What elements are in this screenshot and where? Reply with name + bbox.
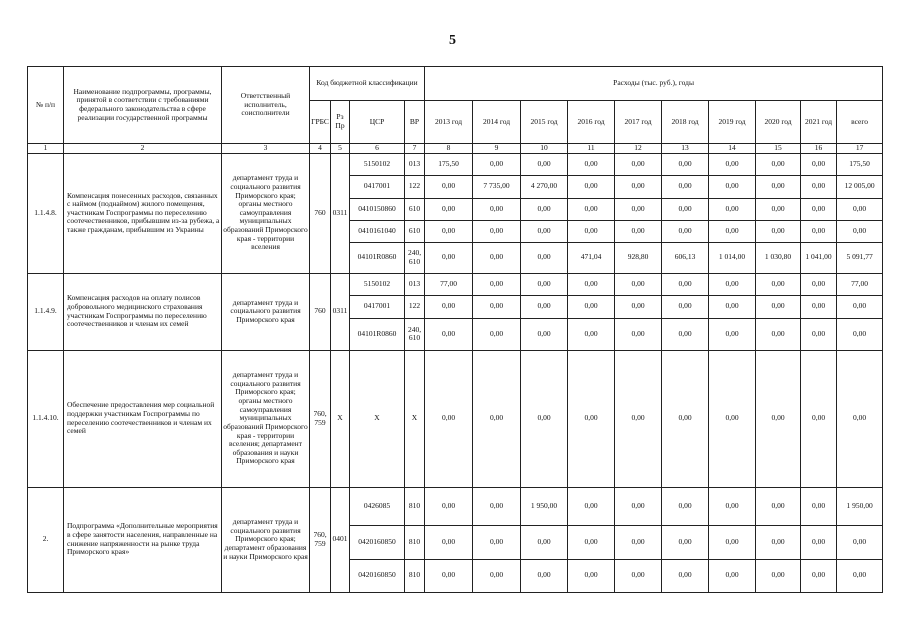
amount-cell: 0,00 [473, 525, 521, 559]
header-year: 2020 год [756, 101, 801, 144]
item-number: 1.1.4.10. [28, 350, 64, 487]
csr-cell: 0417001 [350, 175, 405, 198]
amount-cell: 0,00 [709, 175, 756, 198]
amount-cell: 0,00 [615, 350, 662, 487]
table-row [28, 273, 883, 295]
amount-cell: 0,00 [801, 487, 837, 525]
amount-cell: 1 950,00 [521, 487, 568, 525]
header-budget-code: Код бюджетной классификации [310, 67, 425, 101]
amount-cell: 0,00 [801, 525, 837, 559]
column-number: 11 [568, 144, 615, 154]
column-number: 15 [756, 144, 801, 154]
amount-cell: 0,00 [568, 295, 615, 318]
amount-cell: 0,00 [801, 318, 837, 350]
column-number: 12 [615, 144, 662, 154]
amount-cell: 0,00 [662, 175, 709, 198]
amount-cell: 0,00 [756, 525, 801, 559]
amount-cell: 0,00 [425, 198, 473, 220]
column-number: 7 [405, 144, 425, 154]
total-cell: 0,00 [837, 198, 883, 220]
amount-cell: 0,00 [756, 318, 801, 350]
amount-cell: 7 735,00 [473, 175, 521, 198]
vr-cell: 610 [405, 198, 425, 220]
amount-cell: 0,00 [568, 175, 615, 198]
amount-cell: 0,00 [709, 273, 756, 295]
amount-cell: 0,00 [709, 318, 756, 350]
amount-cell: 0,00 [568, 487, 615, 525]
csr-cell: 5150102 [350, 153, 405, 175]
item-rzpr: 0311 [331, 273, 350, 350]
csr-cell: 0410150860 [350, 198, 405, 220]
total-cell: 0,00 [837, 318, 883, 350]
csr-cell: 0417001 [350, 295, 405, 318]
amount-cell: 0,00 [615, 487, 662, 525]
amount-cell: 0,00 [615, 295, 662, 318]
vr-cell: 122 [405, 175, 425, 198]
amount-cell: 471,04 [568, 242, 615, 273]
header-num: № п/п [28, 67, 64, 144]
amount-cell: 0,00 [568, 318, 615, 350]
amount-cell: 0,00 [615, 153, 662, 175]
amount-cell: 0,00 [709, 487, 756, 525]
amount-cell: 0,00 [662, 525, 709, 559]
amount-cell: 0,00 [521, 295, 568, 318]
amount-cell: 0,00 [801, 350, 837, 487]
vr-cell: 610 [405, 220, 425, 242]
amount-cell: 0,00 [709, 220, 756, 242]
amount-cell: 0,00 [425, 175, 473, 198]
amount-cell: 0,00 [473, 153, 521, 175]
total-cell: 5 091,77 [837, 242, 883, 273]
vr-cell: 810 [405, 559, 425, 592]
amount-cell: 0,00 [709, 525, 756, 559]
total-cell: 0,00 [837, 220, 883, 242]
header-expenses: Расходы (тыс. руб.), годы [425, 67, 883, 101]
amount-cell: 0,00 [615, 318, 662, 350]
csr-cell: X [350, 350, 405, 487]
vr-cell: 240, 610 [405, 318, 425, 350]
amount-cell: 0,00 [709, 559, 756, 592]
amount-cell: 0,00 [801, 559, 837, 592]
amount-cell: 0,00 [568, 198, 615, 220]
amount-cell: 0,00 [425, 318, 473, 350]
amount-cell: 0,00 [473, 559, 521, 592]
amount-cell: 0,00 [801, 295, 837, 318]
csr-cell: 0426085 [350, 487, 405, 525]
amount-cell: 0,00 [425, 242, 473, 273]
item-rzpr: 0311 [331, 153, 350, 273]
amount-cell: 0,00 [662, 153, 709, 175]
total-cell: 175,50 [837, 153, 883, 175]
header-rzpr: Рз Пр [331, 101, 350, 144]
amount-cell: 0,00 [473, 350, 521, 487]
amount-cell: 0,00 [615, 198, 662, 220]
vr-cell: 240, 610 [405, 242, 425, 273]
item-name: Компенсация расходов на оплату полисов добровольного медицинского страхования участникам Госпрограммы по переселению соотечественников и членам их семей [64, 273, 222, 350]
item-number: 1.1.4.9. [28, 273, 64, 350]
item-grbs: 760, 759 [310, 487, 331, 592]
total-cell: 0,00 [837, 525, 883, 559]
header-total: всего [837, 101, 883, 144]
amount-cell: 0,00 [662, 350, 709, 487]
amount-cell: 0,00 [473, 487, 521, 525]
budget-table [27, 66, 883, 593]
vr-cell: X [405, 350, 425, 487]
vr-cell: 013 [405, 153, 425, 175]
amount-cell: 0,00 [756, 295, 801, 318]
column-number: 17 [837, 144, 883, 154]
amount-cell: 0,00 [425, 559, 473, 592]
item-responsible: департамент труда и социального развития Приморского края; органы местного самоуправления муниципальных образований Приморского края - территории вселения [222, 153, 310, 273]
vr-cell: 013 [405, 273, 425, 295]
total-cell: 0,00 [837, 559, 883, 592]
amount-cell: 0,00 [662, 198, 709, 220]
amount-cell: 1 014,00 [709, 242, 756, 273]
item-name: Подпрограмма «Дополнительные мероприятия в сфере занятости населения, направленные на снижение напряженности на рынке труда Приморского края» [64, 487, 222, 592]
column-number: 3 [222, 144, 310, 154]
amount-cell: 0,00 [568, 273, 615, 295]
header-year: 2018 год [662, 101, 709, 144]
column-number: 2 [64, 144, 222, 154]
amount-cell: 0,00 [568, 153, 615, 175]
amount-cell: 0,00 [615, 525, 662, 559]
amount-cell: 0,00 [425, 350, 473, 487]
column-number: 6 [350, 144, 405, 154]
item-rzpr: 0401 [331, 487, 350, 592]
header-year: 2013 год [425, 101, 473, 144]
csr-cell: 0420160850 [350, 525, 405, 559]
amount-cell: 1 030,80 [756, 242, 801, 273]
amount-cell: 0,00 [801, 153, 837, 175]
amount-cell: 0,00 [801, 273, 837, 295]
item-number: 2. [28, 487, 64, 592]
amount-cell: 0,00 [521, 198, 568, 220]
amount-cell: 0,00 [756, 198, 801, 220]
item-responsible: департамент труда и социального развития Приморского края; департамент образования и науки Приморского края [222, 487, 310, 592]
header-vr: ВР [405, 101, 425, 144]
vr-cell: 810 [405, 487, 425, 525]
column-number: 10 [521, 144, 568, 154]
column-number: 14 [709, 144, 756, 154]
amount-cell: 0,00 [473, 273, 521, 295]
amount-cell: 0,00 [615, 175, 662, 198]
vr-cell: 122 [405, 295, 425, 318]
amount-cell: 0,00 [521, 273, 568, 295]
amount-cell: 0,00 [521, 220, 568, 242]
header-name: Наименование подпрограммы, программы, принятой в соответствии с требованиями федерального законодательства в сфере реализации государственной программы [64, 67, 222, 144]
amount-cell: 0,00 [756, 273, 801, 295]
header-year: 2019 год [709, 101, 756, 144]
amount-cell: 0,00 [615, 559, 662, 592]
amount-cell: 0,00 [473, 220, 521, 242]
header-resp: Ответственный исполнитель, соисполнители [222, 67, 310, 144]
header-grbs: ГРБС [310, 101, 331, 144]
amount-cell: 0,00 [568, 525, 615, 559]
amount-cell: 0,00 [425, 220, 473, 242]
amount-cell: 0,00 [521, 350, 568, 487]
amount-cell: 0,00 [568, 220, 615, 242]
amount-cell: 0,00 [756, 350, 801, 487]
total-cell: 12 005,00 [837, 175, 883, 198]
amount-cell: 175,50 [425, 153, 473, 175]
column-number: 1 [28, 144, 64, 154]
table-row [28, 487, 883, 525]
amount-cell: 0,00 [801, 220, 837, 242]
csr-cell: 0410161040 [350, 220, 405, 242]
amount-cell: 0,00 [521, 525, 568, 559]
column-number: 13 [662, 144, 709, 154]
amount-cell: 0,00 [521, 559, 568, 592]
amount-cell: 0,00 [473, 295, 521, 318]
item-grbs: 760 [310, 153, 331, 273]
csr-cell: 04101R0860 [350, 318, 405, 350]
amount-cell: 0,00 [662, 487, 709, 525]
amount-cell: 0,00 [709, 198, 756, 220]
item-responsible: департамент труда и социального развития Приморского края; органы местного самоуправления муниципальных образований Приморского края - территории вселения; департамент образования и науки Приморского края [222, 350, 310, 487]
header-year: 2021 год [801, 101, 837, 144]
header-csr: ЦСР [350, 101, 405, 144]
total-cell: 0,00 [837, 295, 883, 318]
amount-cell: 0,00 [662, 220, 709, 242]
amount-cell: 0,00 [425, 295, 473, 318]
item-name: Компенсация понесенных расходов, связанных с наймом (поднаймом) жилого помещения, участникам Госпрограммы по переселению соотечественников, прибывшим из-за рубежа, а также гражданам, прибывшим из Украины [64, 153, 222, 273]
amount-cell: 0,00 [801, 198, 837, 220]
header-year: 2015 год [521, 101, 568, 144]
amount-cell: 0,00 [568, 350, 615, 487]
amount-cell: 0,00 [801, 175, 837, 198]
column-number: 8 [425, 144, 473, 154]
column-number: 4 [310, 144, 331, 154]
item-number: 1.1.4.8. [28, 153, 64, 273]
column-number: 16 [801, 144, 837, 154]
amount-cell: 0,00 [709, 153, 756, 175]
item-rzpr: X [331, 350, 350, 487]
header-year: 2016 год [568, 101, 615, 144]
amount-cell: 928,80 [615, 242, 662, 273]
csr-cell: 5150102 [350, 273, 405, 295]
amount-cell: 0,00 [473, 318, 521, 350]
item-name: Обеспечение предоставления мер социальной поддержки участникам Госпрограммы по переселению соотечественников и членам их семей [64, 350, 222, 487]
csr-cell: 0420160850 [350, 559, 405, 592]
amount-cell: 0,00 [756, 220, 801, 242]
amount-cell: 0,00 [709, 295, 756, 318]
amount-cell: 0,00 [756, 559, 801, 592]
total-cell: 1 950,00 [837, 487, 883, 525]
table-row [28, 350, 883, 487]
vr-cell: 810 [405, 525, 425, 559]
amount-cell: 0,00 [425, 487, 473, 525]
header-year: 2014 год [473, 101, 521, 144]
amount-cell: 0,00 [473, 198, 521, 220]
amount-cell: 0,00 [709, 350, 756, 487]
item-responsible: департамент труда и социального развития Приморского края [222, 273, 310, 350]
amount-cell: 0,00 [521, 153, 568, 175]
amount-cell: 0,00 [521, 242, 568, 273]
page-number: 5 [449, 33, 456, 48]
amount-cell: 0,00 [756, 487, 801, 525]
column-number: 9 [473, 144, 521, 154]
table-row [28, 153, 883, 175]
amount-cell: 0,00 [662, 559, 709, 592]
total-cell: 0,00 [837, 350, 883, 487]
amount-cell: 1 041,00 [801, 242, 837, 273]
item-grbs: 760 [310, 273, 331, 350]
column-number: 5 [331, 144, 350, 154]
amount-cell: 0,00 [756, 153, 801, 175]
amount-cell: 0,00 [568, 559, 615, 592]
amount-cell: 606,13 [662, 242, 709, 273]
amount-cell: 0,00 [756, 175, 801, 198]
amount-cell: 0,00 [473, 242, 521, 273]
header-year: 2017 год [615, 101, 662, 144]
amount-cell: 0,00 [615, 220, 662, 242]
amount-cell: 0,00 [615, 273, 662, 295]
amount-cell: 0,00 [662, 273, 709, 295]
amount-cell: 77,00 [425, 273, 473, 295]
amount-cell: 0,00 [662, 318, 709, 350]
item-grbs: 760, 759 [310, 350, 331, 487]
amount-cell: 0,00 [662, 295, 709, 318]
amount-cell: 4 270,00 [521, 175, 568, 198]
total-cell: 77,00 [837, 273, 883, 295]
amount-cell: 0,00 [425, 525, 473, 559]
amount-cell: 0,00 [521, 318, 568, 350]
csr-cell: 04101R0860 [350, 242, 405, 273]
